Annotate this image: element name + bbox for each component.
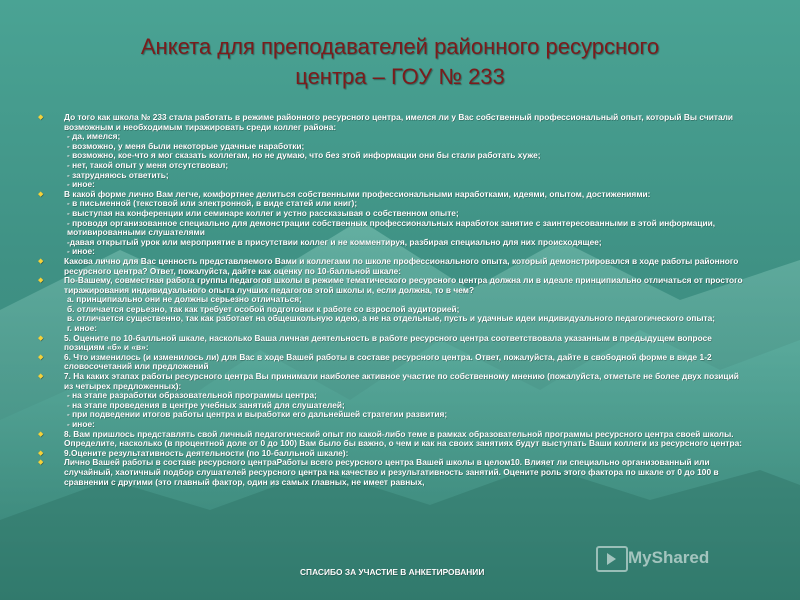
question-item — [38, 457, 744, 487]
question-text: До того как школа № 233 стала работать в режиме районного ресурсного центра, имелся ли у Вас собственный профессиональный опыт, который Вы считали возможным и необходимым тиражировать среди коллег района: — [64, 112, 734, 132]
watermark: MyShared — [628, 548, 710, 567]
bullet-icon: ◆ — [38, 353, 44, 361]
bullet-icon: ◆ — [38, 277, 44, 285]
title-line-1: Анкета для преподавателей районного ресурсного — [140, 34, 660, 59]
bullet-icon: ◆ — [38, 430, 44, 438]
question-item — [38, 351, 744, 372]
answer-option: - при подведении итогов работы центра и выработки его дальнейшей стратегии развития; — [67, 409, 448, 420]
question-text: 8. Вам пришлось представлять свой личный педагогический опыт по какой-либо теме в рамках образовательной программы ресурсного центра своей школы. Определите, насколько (в процентной доле от 0 до 100) Вам было бы важно, о чем и как на своих занятиях будут выступать Ваши коллеги из ресурсного центра: — [64, 428, 743, 449]
question-item — [38, 188, 744, 257]
question-text: Какова лично для Вас ценность представляемого Вами и коллегами по школе профессионального опыта, который демонстрировался в ходе работы районного ресурсного центра? Ответ, пожалуйста, дайте как оценку по 10-балльной шкале: — [64, 255, 739, 276]
bullet-icon: ◆ — [38, 190, 44, 198]
title-line-2: центра – ГОУ № 233 — [295, 64, 505, 89]
answer-option: - затрудняюсь ответить; — [67, 169, 169, 180]
question-item — [38, 112, 744, 190]
answer-option: - нет, такой опыт у меня отсутствовал; — [67, 159, 229, 170]
answer-option: а. принципиально они не должны серьезно отличаться; — [67, 294, 302, 305]
answer-option: - проводя организованное специально для демонстрации собственных профессиональных наработок занятие с заинтересованными в этой информации, мотивированными слушателями — [67, 217, 716, 238]
bullet-icon: ◆ — [38, 373, 44, 381]
bullet-icon: ◆ — [38, 257, 44, 265]
answer-option: б. отличается серьезно, так как требует особой подготовки к работе со взрослой аудиторией; — [67, 303, 460, 314]
answer-option: г. иное: — [67, 323, 98, 334]
bullet-icon: ◆ — [38, 114, 44, 121]
bullet-icon: ◆ — [38, 459, 44, 467]
question-text: Лично Вашей работы в составе ресурсного центраРаботы всего ресурсного центра Вашей школы в целом10. Влияет ли специально организованный или случайный, хаотичный подбор слушателей ресурсного центра на качество и результативность занятий. Оцените роль этого фактора по шкале от 0 до 100 в сравнении с другими (это главный фактор, один из самых главных, не имеет равных, — [64, 457, 719, 487]
thanks-text: СПАСИБО ЗА УЧАСТИЕ В АНКЕТИРОВАНИИ — [300, 567, 485, 577]
answer-option: - на этапе проведения в центре учебных занятий для слушателей; — [67, 399, 345, 410]
answer-option: - иное: — [67, 246, 95, 257]
bullet-icon: ◆ — [38, 449, 44, 457]
questionnaire-body — [38, 112, 744, 487]
answer-option: - возможно, кое-что я мог сказать коллегам, но не думаю, что без этой информации они бы стали работать хуже; — [67, 150, 541, 161]
answer-option: - иное: — [67, 179, 95, 190]
answer-option: - иное: — [67, 419, 95, 429]
answer-option: -давая открытый урок или мероприятие в присутствии коллег и не комментируя, разбирая специально для них происходящее; — [67, 236, 602, 247]
answer-option: - на этапе разработки образовательной программы центра; — [67, 390, 317, 401]
question-item — [38, 428, 744, 449]
answer-option: - в письменной (текстовой или электронной, в виде статей или книг); — [67, 198, 358, 209]
answer-option: - возможно, у меня были некоторые удачные наработки; — [67, 140, 305, 151]
question-item — [38, 371, 744, 430]
play-icon — [596, 546, 628, 572]
question-text: По-Вашему, совместная работа группы педагогов школы в режиме тематического ресурсного центра должна ли в идеале принципиально отличаться от простого тиражирования индивидуального опыта лучших педагогов этой школы и, если должна, то в чем? — [64, 275, 743, 295]
answer-option: в. отличается существенно, так как работает на общешкольную идею, а не на отдельные, пусть и удачные идеи индивидуального педагогического опыта; — [67, 313, 716, 324]
answer-option: - да, имелся; — [67, 131, 121, 142]
question-item — [38, 255, 744, 276]
question-text: В какой форме лично Вам легче, комфортнее делиться собственными профессиональными наработками, идеями, опытом, достижениями: — [64, 188, 651, 199]
question-text: 6. Что изменилось (и изменилось ли) для Вас в ходе Вашей работы в составе ресурсного центра. Ответ, пожалуйста, дайте в свободной форме в виде 1-2 словосочетаний или предложений — [64, 351, 712, 372]
bullet-icon: ◆ — [38, 334, 44, 342]
question-text: 7. На каких этапах работы ресурсного центра Вы принимали наиболее активное участие по собственному мнению (пожалуйста, отметьте не более двух позиций из четырех предложенных): — [64, 371, 739, 391]
answer-option: - выступая на конференции или семинаре коллег и устно рассказывая о собственном опыте; — [67, 207, 459, 218]
question-text: 5. Оцените по 10-балльной шкале, насколько Ваша личная деятельность в работе ресурсного центра соответствовала указанным в предыдущем вопросе позициям «б» и «в»: — [64, 332, 712, 353]
question-item — [38, 275, 744, 334]
question-text: 9.Оцените результативность деятельности (по 10-балльной шкале): — [64, 447, 349, 458]
question-item — [38, 332, 744, 353]
slide-title — [40, 32, 760, 92]
